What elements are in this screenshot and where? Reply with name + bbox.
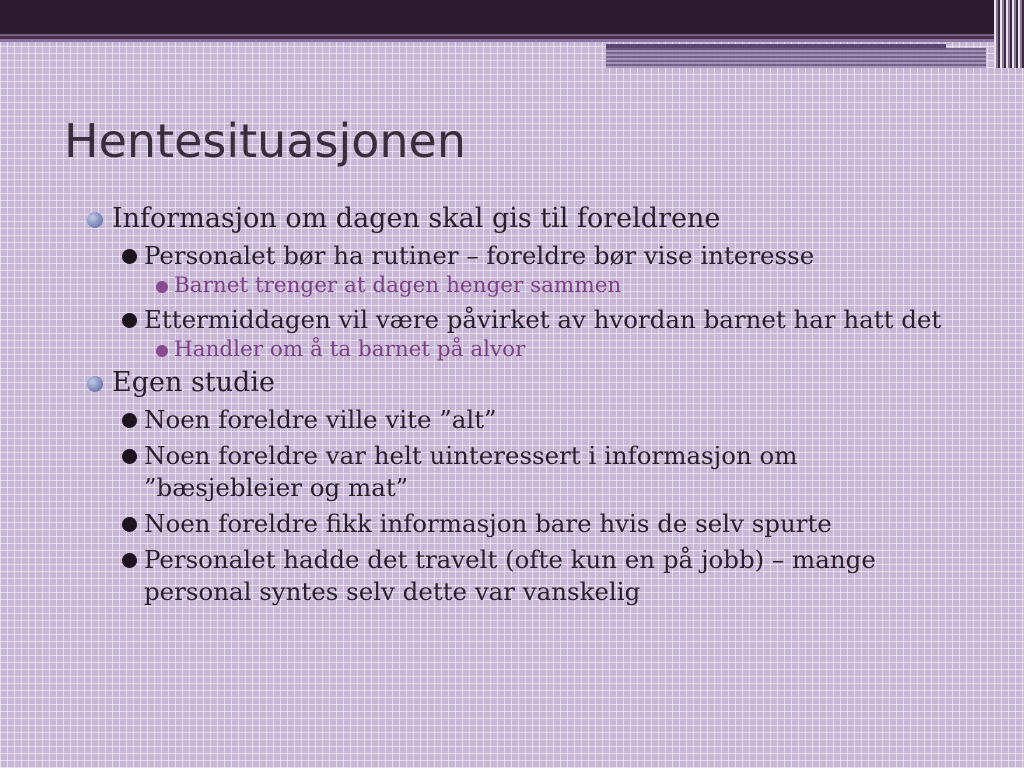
bullet-dot-icon	[87, 212, 103, 228]
bullet-item	[84, 440, 944, 504]
bullet-text: Personalet bør ha rutiner – foreldre bør vise interesse	[144, 241, 815, 270]
bullet-dot-icon	[156, 281, 168, 293]
bullet-dot-icon	[122, 517, 137, 532]
bullet-dot-icon	[156, 345, 168, 357]
bullet-item	[84, 202, 944, 236]
bullet-item	[84, 508, 944, 540]
bullet-item	[84, 544, 944, 608]
header-band-rule	[0, 34, 1024, 42]
bullet-dot-icon	[122, 249, 137, 264]
bullet-text: Informasjon om dagen skal gis til foreldrene	[112, 203, 721, 234]
header-band	[0, 0, 1024, 34]
header-accent-bar	[606, 48, 986, 68]
bullet-item	[84, 304, 944, 336]
bullet-text: Noen foreldre fikk informasjon bare hvis de selv spurte	[144, 509, 832, 538]
bullet-dot-icon	[87, 376, 103, 392]
slide-title: Hentesituasjonen	[64, 114, 467, 168]
bullet-dot-icon	[122, 449, 137, 464]
bullet-dot-icon	[122, 413, 137, 428]
bullet-text: Barnet trenger at dagen henger sammen	[174, 273, 622, 298]
bullet-item	[84, 366, 944, 400]
bullet-item	[84, 240, 944, 272]
bullet-item	[84, 272, 944, 300]
bullet-list	[84, 200, 944, 608]
corner-stripes	[994, 0, 1024, 68]
bullet-dot-icon	[122, 313, 137, 328]
bullet-text: Egen studie	[112, 367, 275, 398]
bullet-item	[84, 404, 944, 436]
bullet-text: Personalet hadde det travelt (ofte kun en på jobb) – mange personal syntes selv dette var vanskelig	[144, 545, 876, 606]
bullet-text: Handler om å ta barnet på alvor	[174, 337, 526, 362]
bullet-item	[84, 336, 944, 364]
bullet-text: Ettermiddagen vil være påvirket av hvordan barnet har hatt det	[144, 305, 942, 334]
bullet-text: Noen foreldre var helt uinteressert i informasjon om ”bæsjebleier og mat”	[144, 441, 798, 502]
bullet-text: Noen foreldre ville vite ”alt”	[144, 405, 497, 434]
bullet-dot-icon	[122, 553, 137, 568]
